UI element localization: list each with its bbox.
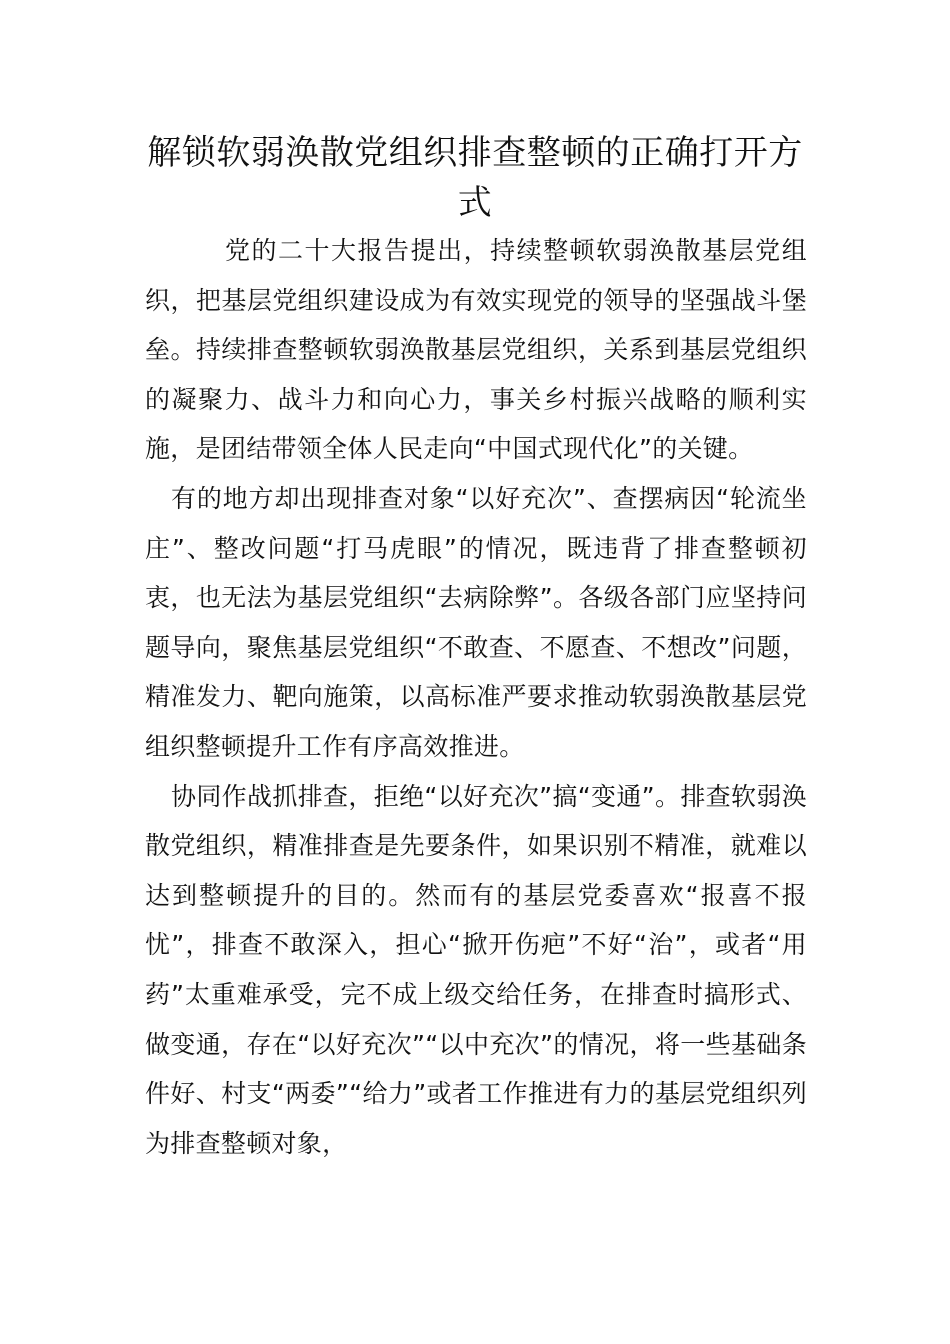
- paragraph-1: 党的二十大报告提出，持续整顿软弱涣散基层党组织，把基层党组织建设成为有效实现党的领导的坚强战斗堡垒。持续排查整顿软弱涣散基层党组织，关系到基层党组织的凝聚力、战斗力和向心力，事关乡村振兴战略的顺利实施，是团结带领全体人民走向“中国式现代化”的关键。: [145, 236, 807, 464]
- paragraph-2: 有的地方却出现排查对象“以好充次”、查摆病因“轮流坐庄”、整改问题“打马虎眼”的情况，既违背了排查整顿初衷，也无法为基层党组织“去病除弊”。各级各部门应坚持问题导向，聚焦基层党组织“不敢查、不愿查、不想改”问题，精准发力、靶向施策，以高标准严要求推动软弱涣散基层党组织整顿提升工作有序高效推进。: [145, 483, 807, 761]
- paragraph-3: 协同作战抓排查，拒绝“以好充次”搞“变通”。排查软弱涣散党组织，精准排查是先要条件，如果识别不精准，就难以达到整顿提升的目的。然而有的基层党委喜欢“报喜不报忧”，排查不敢深入，担心“掀开伤疤”不好“治”，或者“用药”太重难承受，完不成上级交给任务，在排查时搞形式、做变通，存在“以好充次”“以中充次”的情况，将一些基础条件好、村支“两委”“给力”或者工作推进有力的基层党组织列为排查整顿对象，: [145, 781, 807, 1158]
- document-title: 解锁软弱涣散党组织排查整顿的正确打开方式: [147, 133, 803, 223]
- document-body: [145, 226, 807, 1168]
